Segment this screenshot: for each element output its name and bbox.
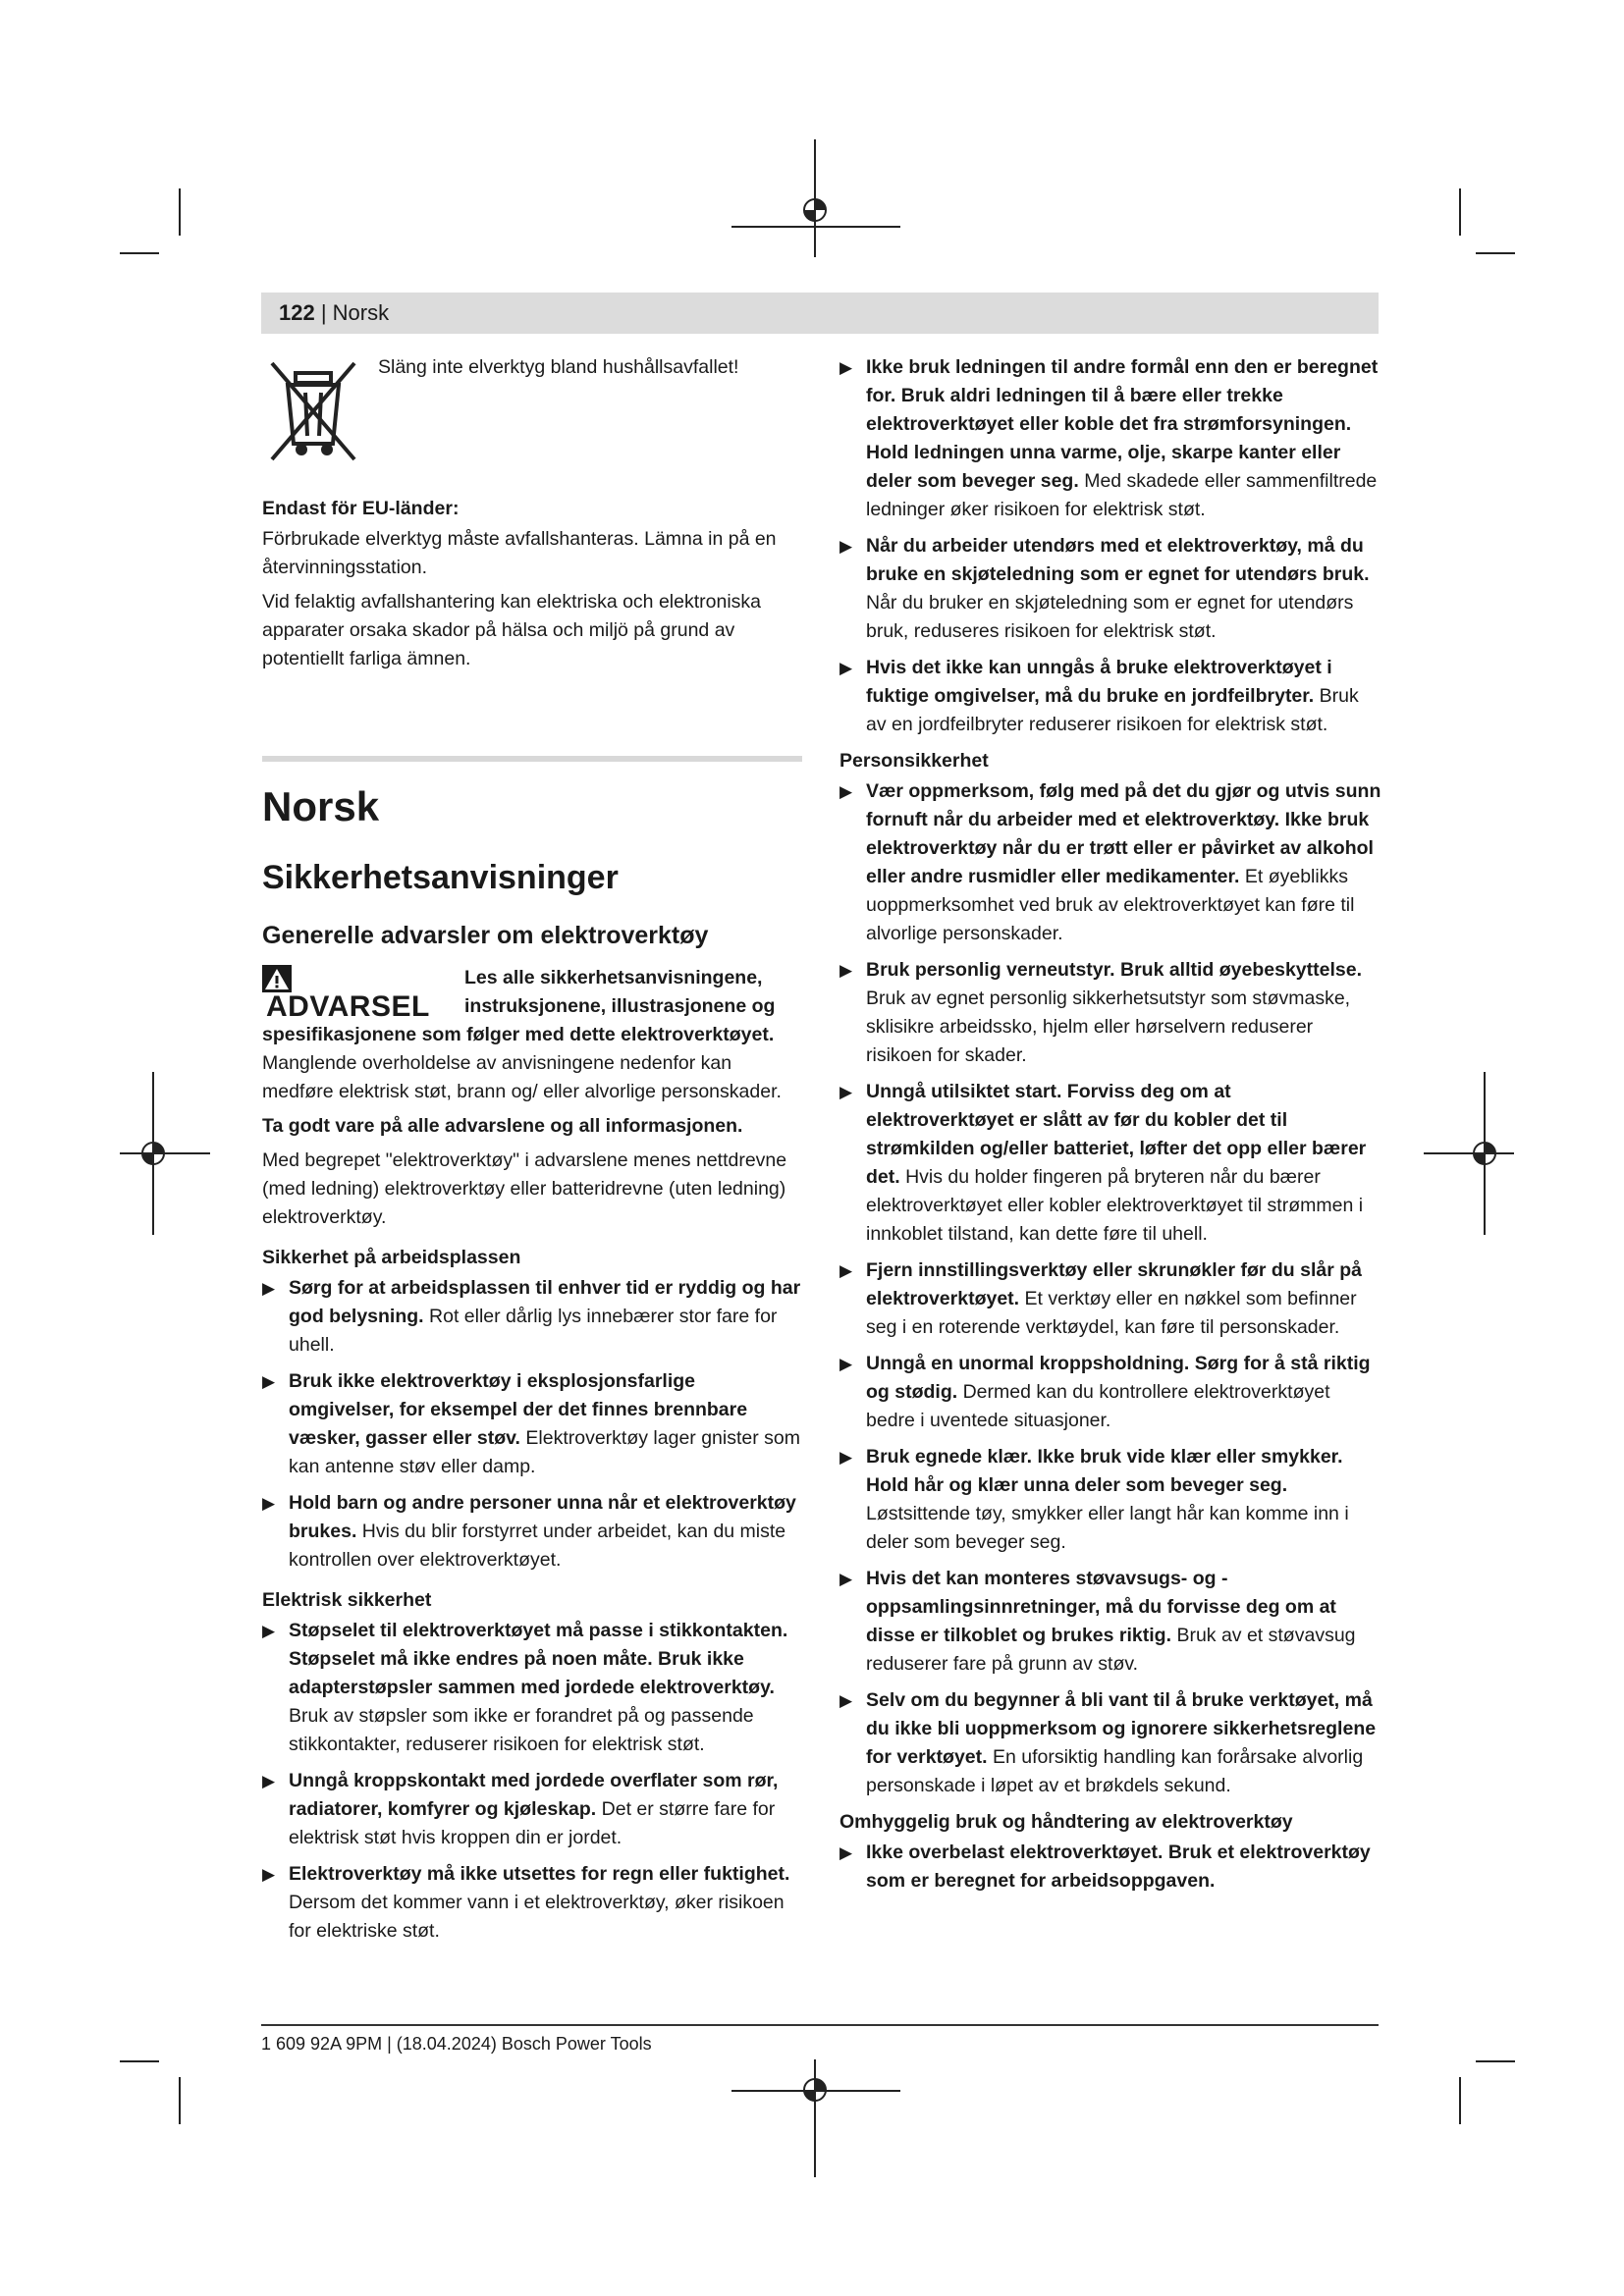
item-bold: Hold barn og andre personer unna når et elektroverktøy brukes. <box>289 1492 796 1542</box>
crop-mark <box>1459 2077 1461 2124</box>
crop-mark <box>179 2077 181 2124</box>
personal-safety-list <box>839 777 1381 1800</box>
item-text: Løstsittende tøy, smykker eller langt hår kan komme inn i deler som beveger seg. <box>866 1503 1349 1553</box>
bullet-icon: ▶ <box>839 1355 853 1373</box>
handling-list <box>839 1839 1381 1896</box>
list-item <box>262 1367 802 1481</box>
crop-mark <box>120 252 159 254</box>
item-bold: Bruk ikke elektroverktøy i eksplosjonsfarlige omgivelser, for eksempel der det finnes brennbare væsker, gasser eller støv. <box>289 1370 748 1449</box>
electrical-safety-title: Elektrisk sikkerhet <box>262 1589 432 1611</box>
eu-title: Endast för EU-länder: <box>262 498 460 519</box>
term-definition: Med begrepet "elektroverktøy" i advarslene menes nettdrevne (med ledning) elektroverktøy eller batteridrevne (uten ledning) elektroverktøy. <box>262 1149 787 1228</box>
item-text: Et øyeblikks uoppmerksomhet ved bruk av elektroverktøyet kan føre til alvorlige personskader. <box>866 866 1355 944</box>
keep-instructions: Ta godt vare på alle advarslene og all informasjonen. <box>262 1115 743 1137</box>
bullet-icon: ▶ <box>839 1448 853 1467</box>
registration-mark-icon <box>136 1137 170 1170</box>
eu-paragraph-2: Vid felaktig avfallshantering kan elektriska och elektroniska apparater orsaka skador på hälsa och miljö på grund av potentiellt farliga ämnen. <box>262 591 761 669</box>
item-text: Hvis du holder fingeren på bryteren når du bærer elektroverktøyet eller kobler elektroverktøyet til strømmen i innkoblet tilstand, kan dette føre til uhell. <box>866 1166 1364 1245</box>
bullet-icon: ▶ <box>262 1372 276 1391</box>
item-text: Dersom det kommer vann i et elektroverktøy, øker risikoen for elektriske støt. <box>289 1892 785 1942</box>
bullet-icon: ▶ <box>839 358 853 377</box>
disposal-note: Släng inte elverktyg bland hushållsavfallet! <box>378 356 739 378</box>
bullet-icon: ▶ <box>839 1691 853 1710</box>
footer-rule <box>261 2024 1379 2026</box>
item-bold: Støpselet til elektroverktøyet må passe i stikkontakten. Støpselet må ikke endres på noen måte. Bruk ikke adapterstøpsler sammen med jordede elektroverktøy. <box>289 1620 788 1698</box>
warning-triangle-icon <box>262 965 292 992</box>
item-text: Hvis du blir forstyrret under arbeidet, kan du miste kontrollen over elektroverktøyet. <box>289 1521 786 1571</box>
bullet-icon: ▶ <box>262 1865 276 1884</box>
item-bold: Når du arbeider utendørs med et elektroverktøy, må du bruke en skjøteledning som er egnet for utendørs bruk. <box>866 535 1370 585</box>
item-text: Når du bruker en skjøteledning som er egnet for utendørs bruk, reduseres risikoen for elektrisk støt. <box>866 592 1354 642</box>
list-item <box>262 1860 802 1946</box>
bullet-icon: ▶ <box>839 1083 853 1101</box>
item-bold: Fjern innstillingsverktøy eller skrunøkler før du slår på elektroverktøyet. <box>866 1259 1362 1309</box>
warning-label: ADVARSEL <box>266 990 430 1024</box>
work-area-list <box>262 1274 802 1575</box>
item-bold: Vær oppmerksom, følg med på det du gjør og utvis sunn fornuft når du arbeider med et elektroverktøy. Ikke bruk elektroverktøy når du er trøtt eller er påvirket av alkohol eller andre rusmidler eller medikamenter. <box>866 780 1381 887</box>
item-text: Med skadede eller sammenfiltrede ledninger øker risikoen for elektrisk støt. <box>866 470 1378 520</box>
list-item <box>262 1767 802 1852</box>
item-text: Bruk av en jordfeilbryter reduserer risikoen for elektrisk støt. <box>866 685 1359 735</box>
crop-mark <box>1476 252 1515 254</box>
item-bold: Elektroverktøy må ikke utsettes for regn eller fuktighet. <box>289 1863 790 1885</box>
item-bold: Unngå kroppskontakt med jordede overflater som rør, radiatorer, komfyrer og kjøleskap. <box>289 1770 779 1820</box>
left-column <box>262 353 802 1953</box>
warning-block <box>262 964 802 1106</box>
page-header <box>261 293 1379 334</box>
bullet-icon: ▶ <box>839 659 853 677</box>
bullet-icon: ▶ <box>262 1494 276 1513</box>
list-item <box>839 1565 1381 1679</box>
warning-body: Manglende overholdelse av anvisningene nedenfor kan medføre elektrisk støt, brann og/ eller alvorlige personskader. <box>262 1052 782 1102</box>
list-item <box>839 1256 1381 1342</box>
list-item <box>839 1686 1381 1800</box>
crop-mark <box>1476 2060 1515 2062</box>
item-bold: Bruk personlig verneutstyr. Bruk alltid øyebeskyttelse. <box>866 959 1363 981</box>
item-text: Det er større fare for elektrisk støt hvis kroppen din er jordet. <box>289 1798 776 1848</box>
electrical-safety-list-continued <box>839 353 1381 739</box>
list-item <box>839 1839 1381 1896</box>
item-bold: Unngå en unormal kroppsholdning. Sørg for å stå riktig og stødig. <box>866 1353 1371 1403</box>
item-bold: Sørg for at arbeidsplassen til enhver tid er ryddig og har god belysning. <box>289 1277 801 1327</box>
bullet-icon: ▶ <box>839 1570 853 1588</box>
bullet-icon: ▶ <box>839 1843 853 1862</box>
list-item <box>839 532 1381 646</box>
right-column <box>839 353 1381 1903</box>
bullet-icon: ▶ <box>839 961 853 980</box>
footer-text: 1 609 92A 9PM | (18.04.2024) Bosch Power Tools <box>261 2034 652 2054</box>
item-text: Bruk av et støvavsug reduserer fare på grunn av støv. <box>866 1625 1356 1675</box>
item-text: Bruk av egnet personlig sikkerhetsutstyr som støvmaske, sklisikre arbeidssko, hjelm eller hørselvern reduserer risikoen for skader. <box>866 988 1351 1066</box>
safety-heading: Sikkerhetsanvisninger <box>262 859 619 896</box>
list-item <box>839 654 1381 739</box>
list-item <box>262 1489 802 1575</box>
crop-mark <box>120 2060 159 2062</box>
crop-mark <box>179 188 181 236</box>
warning-badge <box>262 964 464 1024</box>
item-text: En uforsiktig handling kan forårsake alvorlig personskade i løpet av et brøkdels sekund. <box>866 1746 1364 1796</box>
registration-mark-icon <box>1468 1137 1501 1170</box>
disposal-block <box>262 353 802 491</box>
page-number-value: 122 <box>279 300 315 325</box>
item-bold: Ikke overbelast elektroverktøyet. Bruk et elektroverktøy som er beregnet for arbeidsoppgaven. <box>866 1842 1371 1892</box>
registration-mark-icon <box>798 193 832 227</box>
language-heading: Norsk <box>262 783 380 829</box>
item-bold: Hvis det kan monteres støvavsugs- og -oppsamlingsinnretninger, må du forvisse deg om at disse er tilkoblet og brukes riktig. <box>866 1568 1336 1646</box>
registration-mark-icon <box>798 2073 832 2107</box>
bullet-icon: ▶ <box>262 1279 276 1298</box>
item-bold: Bruk egnede klær. Ikke bruk vide klær eller smykker. Hold hår og klær unna deler som beveger seg. <box>866 1446 1343 1496</box>
section-divider <box>262 756 802 762</box>
personal-safety-title: Personsikkerhet <box>839 750 989 772</box>
item-text: Rot eller dårlig lys innebærer stor fare for uhell. <box>289 1306 778 1356</box>
list-item <box>839 956 1381 1070</box>
bullet-icon: ▶ <box>262 1622 276 1640</box>
item-bold: Selv om du begynner å bli vant til å bruke verktøyet, må du ikke bli uoppmerksom og ignorere sikkerhetsreglene for verktøyet. <box>866 1689 1377 1768</box>
list-item <box>262 1274 802 1360</box>
crossed-out-wheelie-bin-icon <box>262 353 364 469</box>
eu-paragraph-1: Förbrukade elverktyg måste avfallshanteras. Lämna in på en återvinningsstation. <box>262 528 777 578</box>
crop-mark <box>1459 188 1461 236</box>
page-number: 122 | Norsk <box>279 300 390 325</box>
handling-title: Omhyggelig bruk og håndtering av elektroverktøy <box>839 1811 1293 1833</box>
warning-bold: Les alle sikkerhetsanvisningene, instruksjonene, illustrasjonene og spesifikasjonene som følger med dette elektroverktøyet. <box>262 967 776 1045</box>
item-bold: Unngå utilsiktet start. Forviss deg om at elektroverktøyet er slått av før du kobler det til strømkilden og/eller batteriet, løfter det opp eller bærer det. <box>866 1081 1367 1188</box>
item-text: Et verktøy eller en nøkkel som befinner seg i en roterende verktøydel, kan føre til personskader. <box>866 1288 1357 1338</box>
bullet-icon: ▶ <box>839 782 853 801</box>
item-bold: Ikke bruk ledningen til andre formål enn den er beregnet for. Bruk aldri ledningen til å bære eller trekke elektroverktøyet eller koble det fra strømforsyningen. Hold ledningen unna varme, olje, skarpe kanter eller deler som beveger seg. <box>866 356 1379 492</box>
bullet-icon: ▶ <box>839 1261 853 1280</box>
item-text: Bruk av støpsler som ikke er forandret på og passende stikkontakter, reduserer risikoen for elektrisk støt. <box>289 1705 754 1755</box>
work-area-title: Sikkerhet på arbeidsplassen <box>262 1247 521 1268</box>
list-item <box>839 1443 1381 1557</box>
bullet-icon: ▶ <box>839 537 853 556</box>
section-name: Norsk <box>332 300 390 325</box>
general-warnings-heading: Generelle advarsler om elektroverktøy <box>262 922 709 949</box>
list-item <box>262 1617 802 1759</box>
item-bold: Hvis det ikke kan unngås å bruke elektroverktøyet i fuktige omgivelser, må du bruke en jordfeilbryter. <box>866 657 1332 707</box>
item-text: Dermed kan du kontrollere elektroverktøyet bedre i uventede situasjoner. <box>866 1381 1330 1431</box>
bullet-icon: ▶ <box>262 1772 276 1790</box>
electrical-safety-list <box>262 1617 802 1946</box>
item-text: Elektroverktøy lager gnister som kan antenne støv eller damp. <box>289 1427 800 1477</box>
list-item <box>839 777 1381 948</box>
list-item <box>839 1350 1381 1435</box>
list-item <box>839 353 1381 524</box>
list-item <box>839 1078 1381 1249</box>
